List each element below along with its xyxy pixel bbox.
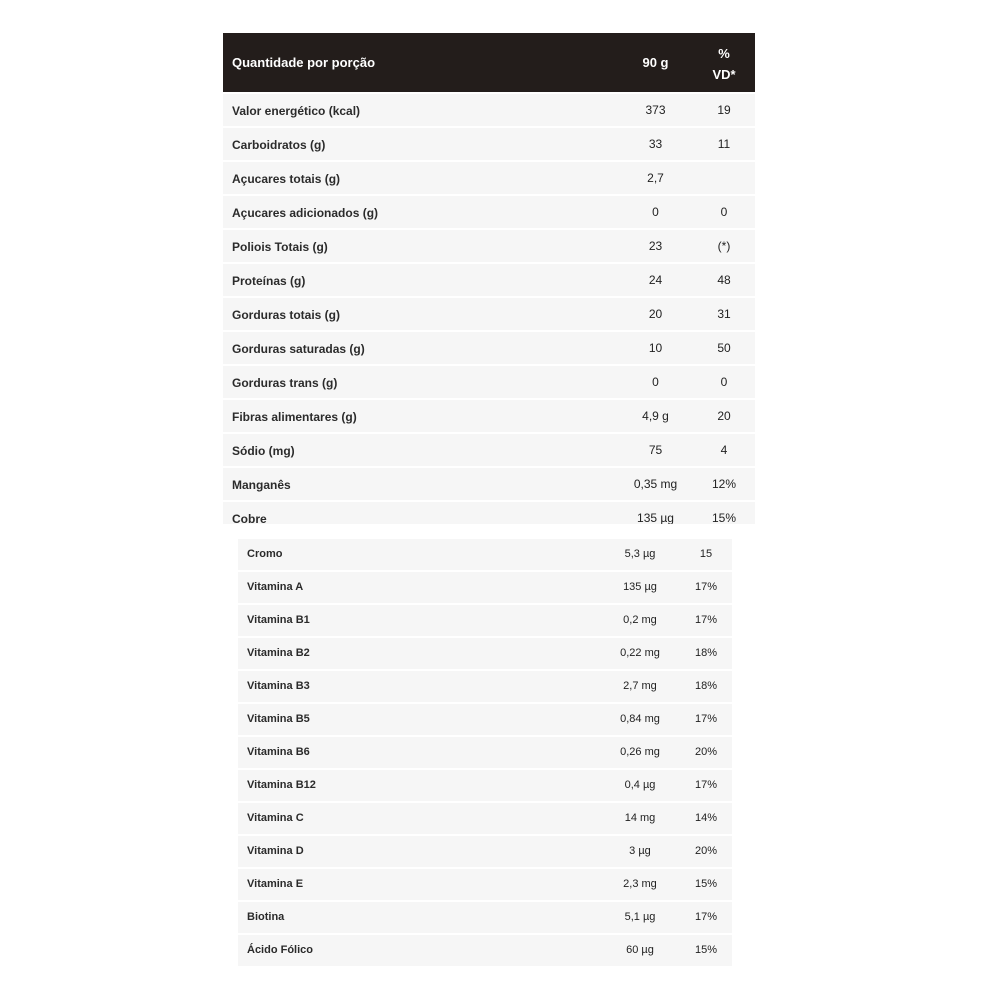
nutrient-name: Sódio (mg) (232, 444, 295, 458)
nutrient-name: Gorduras saturadas (g) (232, 342, 365, 356)
nutrient-quantity: 33 (648, 137, 663, 151)
nutrient-daily-value: 0 (720, 205, 728, 219)
nutrient-name: Manganês (232, 478, 291, 492)
header-quantity: 90 g (642, 55, 669, 70)
nutrient-quantity: 373 (645, 103, 666, 117)
nutrient-name: Carboidratos (g) (232, 138, 326, 152)
table-row (238, 770, 732, 801)
nutrient-daily-value: 20% (694, 845, 718, 857)
header-vd-percent: % (718, 46, 730, 61)
nutrient-daily-value: 17% (694, 581, 718, 593)
nutrient-quantity: 135 µg (623, 581, 657, 593)
table-row (238, 836, 732, 867)
upper-rows (223, 94, 755, 524)
nutrient-quantity: 3 µg (629, 845, 651, 857)
table-row (223, 94, 755, 126)
nutrient-quantity: 0,26 mg (620, 746, 660, 758)
table-row (223, 502, 755, 524)
table-row (223, 400, 755, 432)
nutrient-quantity: 135 µg (637, 511, 674, 524)
nutrient-name: Valor energético (kcal) (232, 104, 361, 118)
nutrient-daily-value: 31 (717, 307, 731, 321)
nutrient-quantity: 0,22 mg (620, 647, 660, 659)
nutrient-name: Gorduras trans (g) (232, 376, 338, 390)
nutrient-quantity: 0,35 mg (633, 477, 678, 491)
table-row (238, 704, 732, 735)
table-row (223, 230, 755, 262)
nutrient-quantity: 0 (652, 375, 659, 389)
header-portion-label: Quantidade por porção (232, 55, 376, 70)
nutrient-name: Gorduras totais (g) (232, 308, 341, 322)
nutrient-quantity: 20 (648, 307, 663, 321)
nutrient-name: Vitamina B3 (247, 680, 310, 692)
table-row (238, 869, 732, 900)
nutrient-quantity: 24 (648, 273, 663, 287)
nutrient-name: Açucares adicionados (g) (232, 206, 379, 220)
nutrient-quantity: 0,84 mg (620, 713, 660, 725)
table-row (238, 737, 732, 768)
nutrient-name: Proteínas (g) (232, 274, 306, 288)
nutrient-quantity: 75 (648, 443, 663, 457)
nutrient-daily-value: 20% (694, 746, 718, 758)
nutrient-name: Vitamina C (247, 812, 304, 824)
table-row (238, 638, 732, 669)
nutrition-table-upper (223, 33, 755, 524)
nutrient-daily-value: 48 (717, 273, 731, 287)
table-row (223, 366, 755, 398)
header-vd-label: VD* (712, 67, 736, 82)
nutrient-name: Vitamina B6 (247, 746, 310, 758)
table-row (238, 671, 732, 702)
nutrient-name: Ácido Fólico (247, 944, 313, 956)
table-row (238, 803, 732, 834)
nutrient-quantity: 60 µg (626, 944, 654, 956)
nutrient-daily-value: 17% (694, 911, 718, 923)
nutrient-quantity: 4,9 g (642, 409, 669, 423)
nutrient-name: Fibras alimentares (g) (232, 410, 357, 424)
nutrient-quantity: 5,1 µg (624, 911, 656, 923)
nutrient-daily-value: 4 (720, 443, 728, 457)
nutrient-name: Cromo (247, 548, 283, 560)
nutrient-name: Vitamina B5 (247, 713, 310, 725)
nutrient-daily-value: 15% (694, 878, 718, 890)
nutrient-daily-value: 18% (694, 680, 718, 692)
nutrient-quantity: 2,7 mg (623, 680, 657, 692)
nutrient-name: Vitamina B1 (247, 614, 310, 626)
nutrient-name: Vitamina B2 (247, 647, 310, 659)
table-row (223, 162, 755, 194)
nutrient-name: Vitamina E (247, 878, 304, 890)
table-row (223, 128, 755, 160)
nutrient-name: Cobre (232, 512, 267, 524)
nutrient-quantity: 14 mg (624, 812, 656, 824)
nutrient-daily-value: 20 (717, 409, 731, 423)
nutrient-name: Vitamina B12 (247, 779, 316, 791)
nutrient-daily-value: 15% (694, 944, 718, 956)
header-daily-value (693, 43, 755, 85)
table-row (238, 539, 732, 570)
nutrient-daily-value: 17% (694, 779, 718, 791)
nutrient-quantity: 5,3 µg (624, 548, 656, 560)
nutrient-daily-value: 19 (717, 103, 731, 117)
table-row (223, 298, 755, 330)
nutrient-quantity: 2,3 mg (623, 878, 657, 890)
table-row (238, 935, 732, 966)
nutrient-name: Vitamina D (247, 845, 304, 857)
table-row (238, 902, 732, 933)
nutrient-daily-value: 0 (720, 375, 728, 389)
nutrient-name: Vitamina A (247, 581, 304, 593)
table-row (223, 434, 755, 466)
nutrient-name: Açucares totais (g) (232, 172, 341, 186)
nutrient-quantity: 0 (652, 205, 659, 219)
nutrient-daily-value: 17% (694, 614, 718, 626)
nutrient-daily-value: (*) (717, 239, 731, 253)
nutrient-daily-value: 15% (711, 511, 737, 524)
nutrient-daily-value: 15 (699, 548, 713, 560)
table-row (223, 196, 755, 228)
table-row (223, 332, 755, 364)
table-row (238, 605, 732, 636)
table-row (223, 264, 755, 296)
nutrient-daily-value: 14% (694, 812, 718, 824)
nutrition-table-lower (238, 539, 732, 968)
nutrient-quantity: 2,7 (647, 171, 664, 185)
table-header (223, 33, 755, 92)
nutrient-name: Biotina (247, 911, 285, 923)
nutrient-quantity: 10 (648, 341, 663, 355)
nutrient-daily-value: 50 (717, 341, 731, 355)
table-row (238, 572, 732, 603)
nutrient-quantity: 0,2 mg (623, 614, 657, 626)
table-row (223, 468, 755, 500)
nutrient-daily-value: 12% (711, 477, 737, 491)
nutrient-daily-value: 11 (717, 137, 731, 151)
nutrient-daily-value: 18% (694, 647, 718, 659)
nutrient-name: Poliois Totais (g) (232, 240, 328, 254)
nutrient-quantity: 0,4 µg (624, 779, 656, 791)
nutrient-quantity: 23 (648, 239, 663, 253)
nutrient-daily-value: 17% (694, 713, 718, 725)
